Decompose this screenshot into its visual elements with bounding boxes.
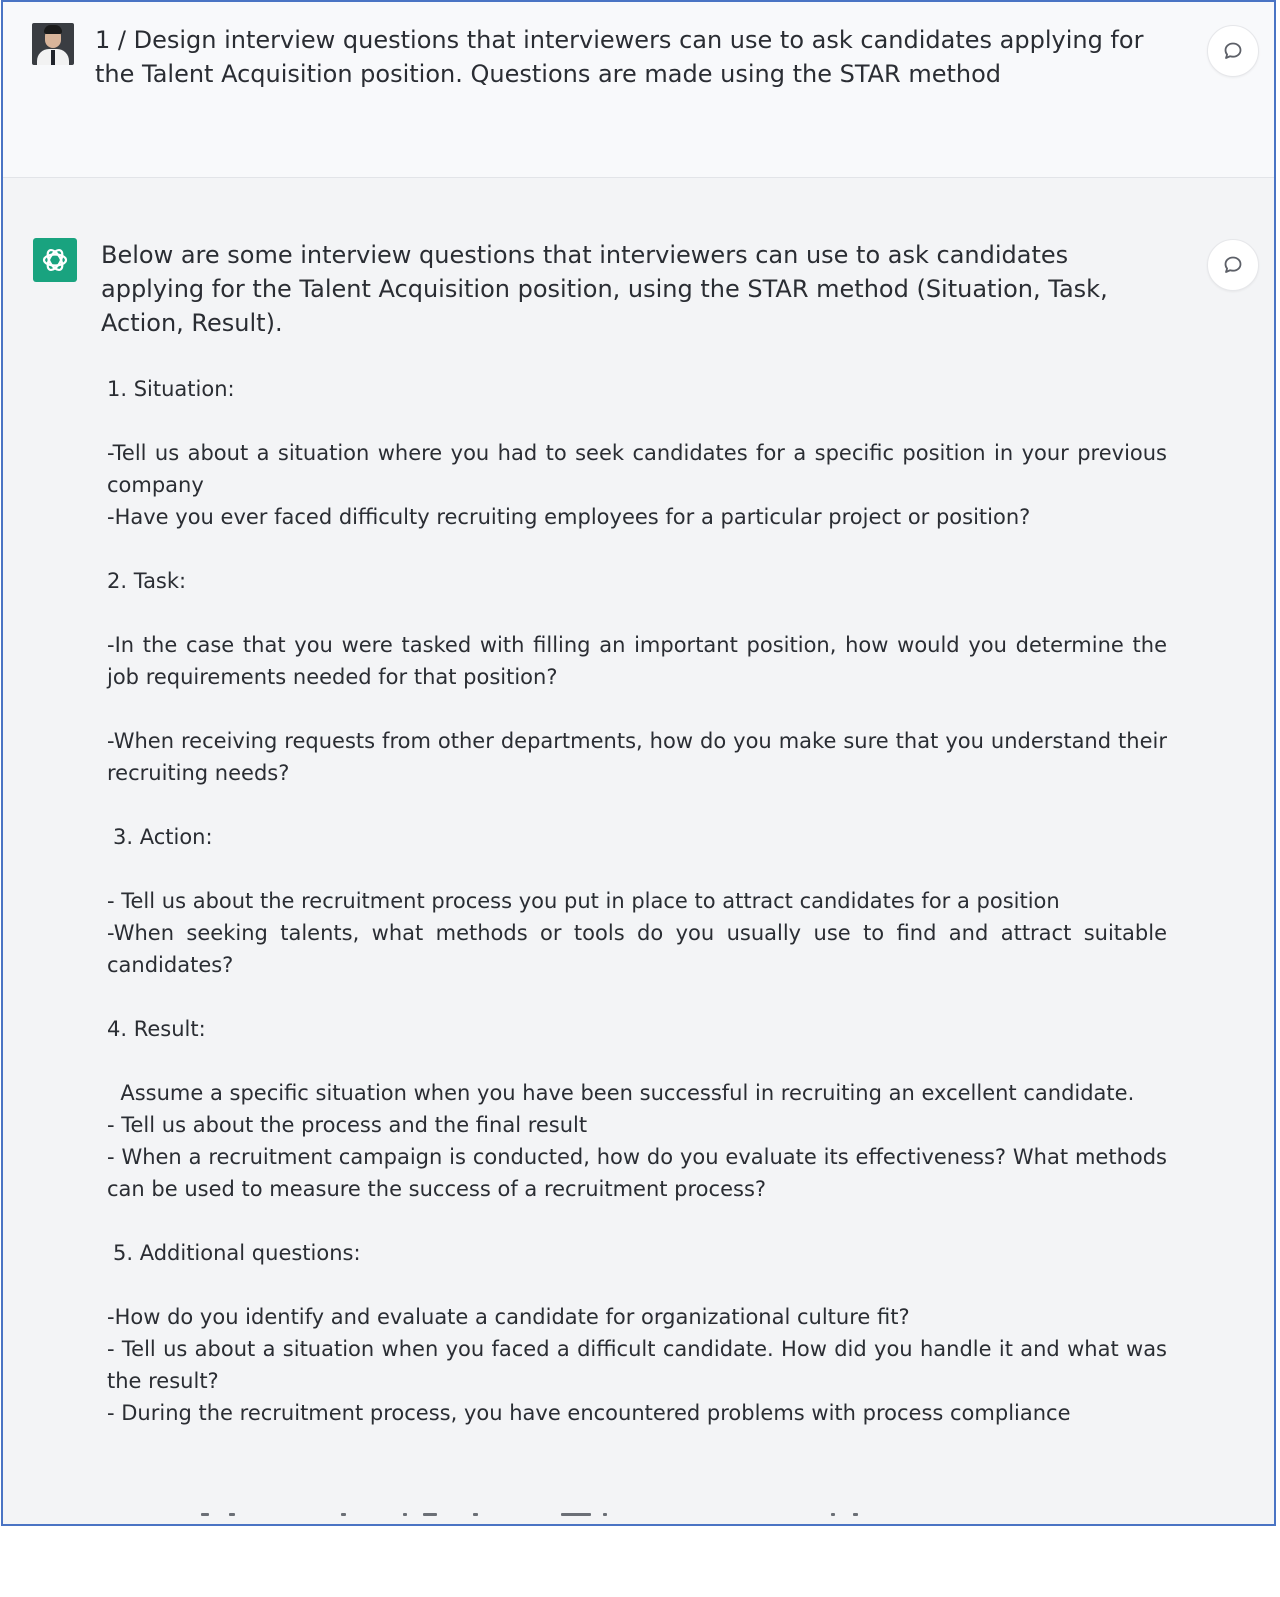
- assistant-intro-text: Below are some interview questions that interviewers can use to ask candidates applying for the Talent Acquisition position, using the STAR method (Situation, Task, Action, Result).: [101, 241, 1108, 337]
- section-heading-situation: 1. Situation:: [107, 377, 235, 401]
- question-item: -Tell us about a situation where you had to seek candidates for a specific position in your previous company: [107, 441, 1167, 497]
- speech-bubble-icon: [1221, 253, 1245, 277]
- question-item: -In the case that you were tasked with filling an important position, how would you determine the job requirements needed for that position?: [107, 633, 1167, 689]
- question-item: -When seeking talents, what methods or tools do you usually use to find and attract suitable candidates?: [107, 921, 1167, 977]
- cut-off-text-line: [183, 1510, 883, 1518]
- question-item: - Tell us about the process and the final result: [107, 1113, 588, 1137]
- openai-logo-icon: [33, 238, 77, 282]
- question-item: Assume a specific situation when you have been successful in recruiting an excellent candidate.: [107, 1081, 1135, 1105]
- question-item: - During the recruitment process, you have encountered problems with process compliance: [107, 1401, 1071, 1425]
- question-item: -Have you ever faced difficulty recruiting employees for a particular project or position?: [107, 505, 1031, 529]
- chat-screenshot-frame: [1, 0, 1276, 1526]
- user-avatar: [32, 23, 74, 65]
- user-message-block: [3, 2, 1274, 178]
- question-item: -When receiving requests from other departments, how do you make sure that you understand their recruiting needs?: [107, 729, 1167, 785]
- user-comment-button[interactable]: [1207, 25, 1259, 77]
- question-item: - Tell us about the recruitment process you put in place to attract candidates for a position: [107, 889, 1060, 913]
- speech-bubble-icon: [1221, 39, 1245, 63]
- section-heading-result: 4. Result:: [107, 1017, 206, 1041]
- assistant-comment-button[interactable]: [1207, 239, 1259, 291]
- section-heading-task: 2. Task:: [107, 569, 187, 593]
- question-item: - Tell us about a situation when you faced a difficult candidate. How did you handle it and what was the result?: [107, 1337, 1167, 1393]
- question-item: -How do you identify and evaluate a candidate for organizational culture fit?: [107, 1305, 910, 1329]
- section-heading-action: 3. Action:: [113, 825, 213, 849]
- user-message-text: 1 / Design interview questions that interviewers can use to ask candidates applying for the Talent Acquisition position. Questions are made using the STAR method: [95, 26, 1144, 88]
- section-heading-additional: 5. Additional questions:: [113, 1241, 361, 1265]
- assistant-message-body: [107, 373, 1167, 1429]
- question-item: - When a recruitment campaign is conducted, how do you evaluate its effectiveness? What methods can be used to measure the success of a recruitment process?: [107, 1145, 1167, 1201]
